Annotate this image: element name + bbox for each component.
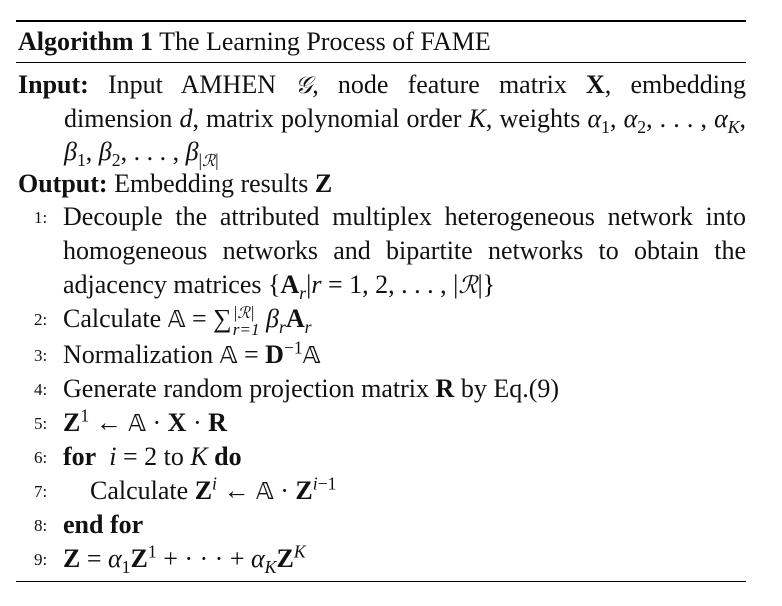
output-label: Output: xyxy=(18,169,108,198)
input-text: Input AMHEN xyxy=(108,70,276,99)
input-order: K xyxy=(468,104,486,133)
top-rule xyxy=(16,20,746,22)
input-feature-matrix: X xyxy=(586,70,605,99)
step-number: 7: xyxy=(34,482,48,502)
output-text: Embedding results xyxy=(114,169,309,198)
step-3 xyxy=(18,338,746,372)
step-text: Normalization xyxy=(63,340,214,370)
step-number: 3: xyxy=(34,346,48,366)
input-text: , node feature matrix xyxy=(312,70,567,99)
step-number: 8: xyxy=(34,516,48,536)
step-number: 6: xyxy=(34,448,48,468)
do-keyword: do xyxy=(214,442,242,472)
step-math: {$A_r|r = 1$, 2, . . . , |ℛ|} xyxy=(268,270,496,304)
step-number: 1: xyxy=(34,208,48,227)
step-math: i = 2 to K xyxy=(109,442,208,472)
step-math: 𝔸 = ∑ |ℛ| r=1 $\beta_rA_r$ xyxy=(167,302,312,340)
step-6 xyxy=(18,440,746,474)
input-text: , matrix polynomial order xyxy=(192,104,462,133)
step-text: Calculate xyxy=(90,476,189,506)
input-weights: $\alpha_1$, $\alpha_2$, . . . , $\alpha_K$, $\beta_1$, $\beta_2$, . . . , $\beta_{|ℛ|}$ xyxy=(64,104,747,171)
algorithm-name: The Learning Process of FAME xyxy=(159,27,491,56)
end-for-keyword: end for xyxy=(63,510,144,540)
input-network-symbol: 𝒢 xyxy=(295,71,313,99)
step-text: Generate random projection matrix xyxy=(63,374,430,404)
step-number: 5: xyxy=(34,414,48,434)
header-rule xyxy=(16,62,746,63)
input-dimension: d xyxy=(179,104,193,133)
step-1 xyxy=(18,200,746,302)
algorithm-steps xyxy=(18,200,746,576)
step-math: 𝔸 = $D^{-1}𝔸$ xyxy=(219,337,321,370)
step-2 xyxy=(18,302,746,338)
projection-matrix-symbol: R xyxy=(435,374,455,404)
algorithm-label: Algorithm 1 xyxy=(18,27,154,56)
step-text: Calculate xyxy=(63,304,162,333)
step-math: $Z^i$ ← 𝔸 · $Z^{i-1}$ xyxy=(194,473,337,506)
step-4 xyxy=(18,372,746,406)
output-symbol: Z xyxy=(314,169,333,198)
step-text: Decouple the attributed multiplex heterogeneous network into homogeneous networks and bipartite networks to obtain the adjacency matrices xyxy=(63,202,746,299)
step-math: $Z^1$ ← 𝔸 · X · R xyxy=(63,405,227,438)
step-math: $Z = \alpha_1Z^1$ + · · · + $\alpha_KZ^K$ xyxy=(63,541,306,578)
step-text: by Eq.(9) xyxy=(460,374,560,404)
step-8 xyxy=(18,508,746,542)
bottom-rule xyxy=(16,581,746,582)
step-number: 9: xyxy=(34,550,48,570)
input-text: , weights xyxy=(485,104,581,133)
output-block xyxy=(18,167,746,200)
step-9 xyxy=(18,542,746,576)
input-label: Input: xyxy=(18,70,89,99)
step-7 xyxy=(18,474,746,508)
input-text: , embedding dimension xyxy=(64,70,747,133)
step-number: 4: xyxy=(34,380,48,400)
for-keyword: for xyxy=(63,442,97,472)
input-block xyxy=(18,68,747,171)
step-number: 2: xyxy=(34,310,48,329)
algorithm-title xyxy=(18,25,746,59)
step-5 xyxy=(18,406,746,440)
